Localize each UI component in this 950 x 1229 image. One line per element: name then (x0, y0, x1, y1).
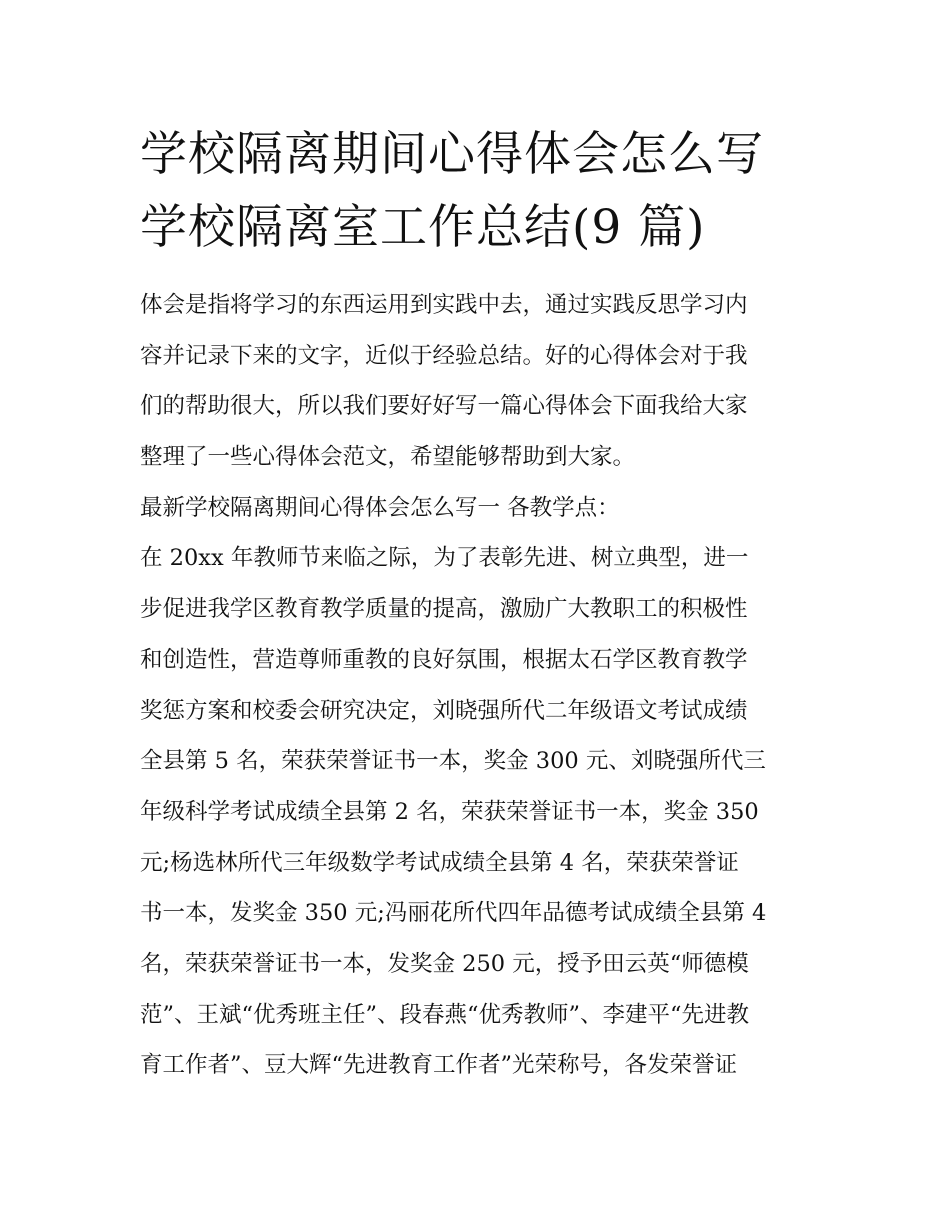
section-heading-line: 最新学校隔离期间心得体会怎么写一 各教学点： (140, 494, 620, 521)
body-line: 体会是指将学习的东西运用到实践中去，通过实践反思学习内 (140, 292, 748, 318)
body-line: 和创造性，营造尊师重教的良好氛围，根据太石学区教育教学 (140, 646, 748, 673)
document-body (140, 280, 830, 1091)
title-line-2: 学校隔离室工作总结(9 篇) (140, 200, 706, 255)
body-line: 范”、王斌“优秀班主任”、段春燕“优秀教师”、李建平“先进教 (140, 1001, 750, 1028)
body-line: 步促进我学区教育教学质量的提高，激励广大教职工的积极性 (140, 596, 748, 623)
body-line: 奖惩方案和校委会研究决定，刘晓强所代二年级语文考试成绩 (140, 697, 748, 724)
document-title (140, 118, 840, 264)
body-line: 年级科学考试成绩全县第 2 名，荣获荣誉证书一本，奖金 350 (140, 798, 759, 825)
title-line-1: 学校隔离期间心得体会怎么写 (140, 127, 764, 182)
body-line: 书一本，发奖金 350 元;冯丽花所代四年品德考试成绩全县第 4 (140, 900, 767, 927)
body-line: 名，荣获荣誉证书一本，发奖金 250 元，授予田云英“师德模 (140, 950, 749, 977)
body-line: 育工作者”、豆大辉“先进教育工作者”光荣称号，各发荣誉证 (140, 1052, 738, 1079)
body-line: 整理了一些心得体会范文，希望能够帮助到大家。 (140, 444, 636, 471)
body-line: 容并记录下来的文字，近似于经验总结。好的心得体会对于我 (140, 342, 748, 369)
body-line: 们的帮助很大，所以我们要好好写一篇心得体会下面我给大家 (140, 393, 748, 420)
body-line: 在 20xx 年教师节来临之际，为了表彰先进、树立典型，进一 (140, 545, 749, 572)
body-line: 全县第 5 名，荣获荣誉证书一本，奖金 300 元、刘晓强所代三 (140, 748, 766, 775)
body-line: 元;杨选林所代三年级数学考试成绩全县第 4 名，荣获荣誉证 (140, 849, 739, 876)
